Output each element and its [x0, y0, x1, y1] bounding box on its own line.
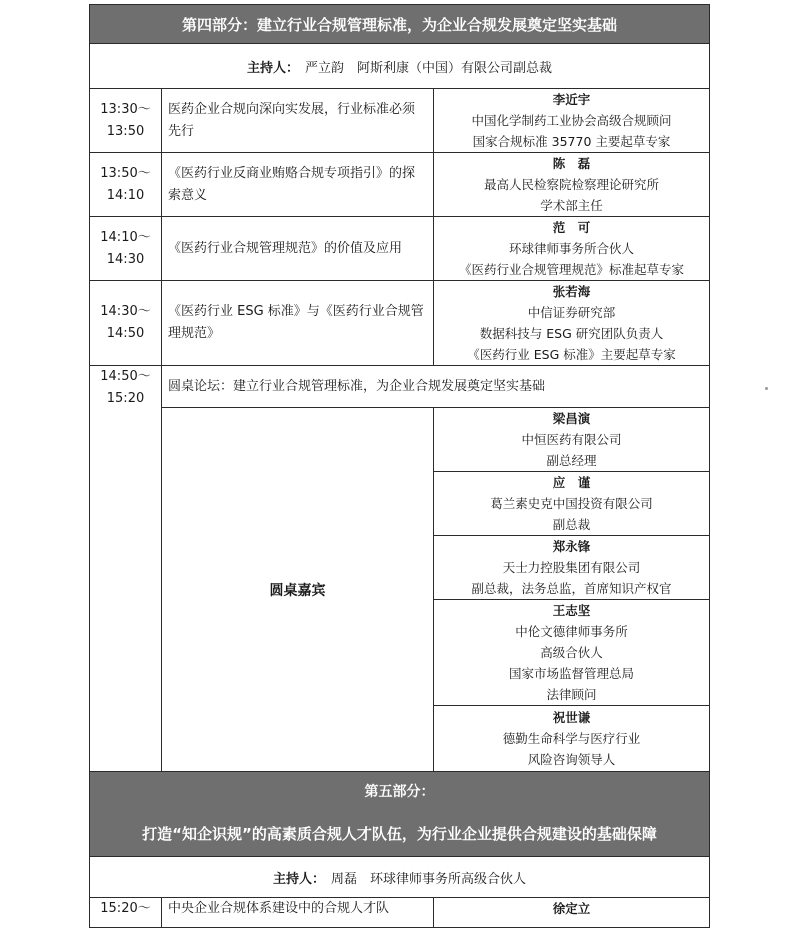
session-topic: 医药企业合规向深向实发展，行业标准必须先行 [162, 89, 434, 153]
session-speaker: 张若海 中信证券研究部 数据科技与 ESG 研究团队负责人 《医药行业 ESG 标准》主要起草专家 [434, 281, 710, 366]
agenda-table [89, 4, 710, 928]
session-speaker: 范 可 环球律师事务所合伙人 《医药行业合规管理规范》标准起草专家 [434, 217, 710, 281]
guest-card: 应 谨 葛兰素史克中国投资有限公司 副总裁 [434, 472, 710, 536]
session-topic: 《医药行业 ESG 标准》与《医药行业合规管理规范》 [162, 281, 434, 366]
scan-speck [765, 387, 768, 390]
host-label: 主持人： [247, 60, 300, 76]
session-time: 13:30～ 13:50 [90, 89, 162, 153]
part5-title-line1: 第五部分： [90, 772, 710, 811]
session-time: 15:20～ [90, 898, 162, 928]
host-name: 周磊 环球律师事务所高级合伙人 [331, 871, 527, 887]
roundtable-time: 14:50～ 15:20 [90, 366, 162, 772]
part4-title: 第四部分：建立行业合规管理标准，为企业合规发展奠定坚实基础 [90, 5, 710, 44]
session-speaker: 徐定立 [434, 898, 710, 928]
session-time: 14:10～ 14:30 [90, 217, 162, 281]
session-time: 13:50～ 14:10 [90, 153, 162, 217]
part5-host [90, 857, 710, 898]
session-speaker: 陈 磊 最高人民检察院检察理论研究所 学术部主任 [434, 153, 710, 217]
session-topic: 中央企业合规体系建设中的合规人才队 [162, 898, 434, 928]
part5-title-line2: 打造“知企识规”的高素质合规人才队伍，为行业企业提供合规建设的基础保障 [90, 810, 710, 857]
guest-card: 梁昌演 中恒医药有限公司 副总经理 [434, 408, 710, 472]
session-topic: 《医药行业合规管理规范》的价值及应用 [162, 217, 434, 281]
table-row [90, 366, 710, 408]
table-row [90, 89, 710, 153]
guest-card: 王志坚 中伦文德律师事务所 高级合伙人 国家市场监督管理总局 法律顾问 [434, 600, 710, 706]
roundtable-topic: 圆桌论坛：建立行业合规管理标准，为企业合规发展奠定坚实基础 [162, 366, 710, 408]
part4-host [90, 44, 710, 89]
agenda-sheet [89, 4, 709, 928]
table-row [90, 281, 710, 366]
table-row [90, 153, 710, 217]
guest-card: 郑永锋 天士力控股集团有限公司 副总裁，法务总监，首席知识产权官 [434, 536, 710, 600]
table-row [90, 898, 710, 928]
host-label: 主持人： [273, 871, 326, 887]
table-row [90, 217, 710, 281]
session-topic: 《医药行业反商业贿赂合规专项指引》的探索意义 [162, 153, 434, 217]
host-name: 严立韵 阿斯利康（中国）有限公司副总裁 [305, 60, 553, 76]
roundtable-guests-label: 圆桌嘉宾 [162, 408, 434, 772]
session-time: 14:30～ 14:50 [90, 281, 162, 366]
guest-card: 祝世谦 德勤生命科学与医疗行业 风险咨询领导人 [434, 706, 710, 772]
session-speaker: 李近宇 中国化学制药工业协会高级合规顾问 国家合规标准 35770 主要起草专家 [434, 89, 710, 153]
